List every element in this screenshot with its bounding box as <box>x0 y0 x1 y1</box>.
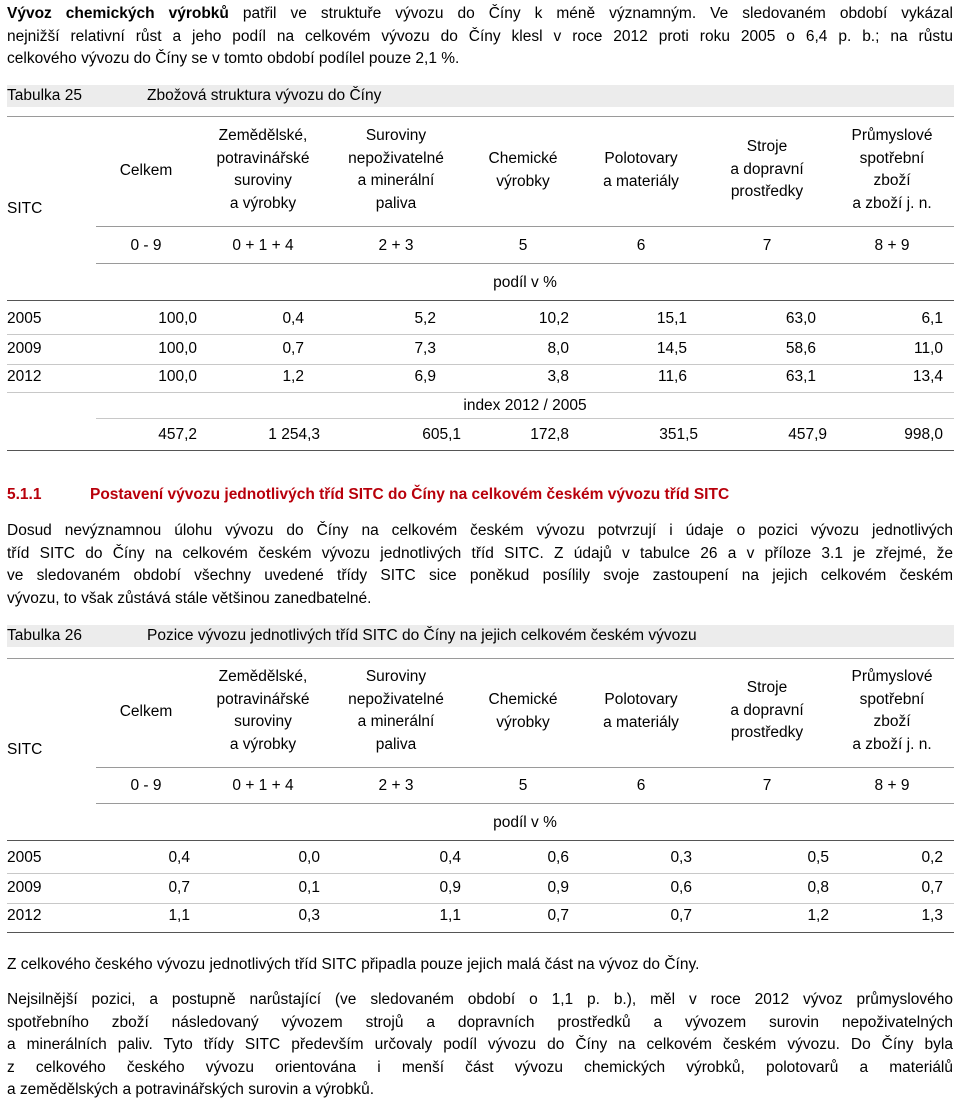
table25-head-bottom-rule <box>7 300 954 301</box>
table26-cell: 0,4 <box>168 849 190 866</box>
section-number: 5.1.1 <box>7 486 42 503</box>
table25-cell: 7,3 <box>414 340 436 357</box>
table25-header-celkem: Celkem <box>119 162 173 179</box>
table25-cell: 0,4 <box>282 310 304 327</box>
table26-header-prum: Průmyslové spotřební zboží a zboží j. n. <box>851 668 933 753</box>
intro-bold-start: Vývoz chemických výrobků <box>7 5 229 22</box>
table25-code: 2 + 3 <box>378 237 414 254</box>
table26-cell: 0,0 <box>298 849 320 866</box>
table25-cell: 58,6 <box>785 340 816 357</box>
table25-index-cell: 1 254,3 <box>268 426 320 443</box>
table26-cell: 0,6 <box>547 849 569 866</box>
table26-code: 5 <box>518 777 528 794</box>
table26-cell: 0,3 <box>670 849 692 866</box>
table25-index-rule <box>96 418 954 419</box>
table25-index-label: index 2012 / 2005 <box>463 397 587 414</box>
table25-cell: 6,1 <box>921 310 943 327</box>
table26-code: 7 <box>762 777 772 794</box>
table25-cell: 3,8 <box>547 368 569 385</box>
table26-year: 2005 <box>7 849 42 866</box>
section-title: Postavení vývozu jednotlivých tříd SITC do Číny na celkovém českém vývozu tříd SITC <box>90 486 730 503</box>
section-heading <box>7 484 41 506</box>
table25-bottom-rule <box>7 450 954 451</box>
table26-cell: 0,7 <box>921 879 943 896</box>
table25-cell: 100,0 <box>158 340 197 357</box>
paragraph-3-line: Z celkového českého vývozu jednotlivých tříd SITC připadla pouze jejich malá část na vývoz do Číny. <box>7 956 700 973</box>
table25-unit-label: podíl v % <box>493 274 557 291</box>
table25-row-rule <box>7 334 954 335</box>
table25-cell: 100,0 <box>158 368 197 385</box>
intro-line-3: celkového vývozu do Číny se v tomto období podílel pouze 2,1 %. <box>7 50 460 67</box>
table25-header-stroje: Stroje a dopravní prostředky <box>730 138 804 200</box>
table26-cell: 0,5 <box>807 849 829 866</box>
paragraph-4-line: z celkového českého vývozu orientována i menší část vývozu chemických výrobků, polotovarů a materiálů <box>7 1058 953 1076</box>
table25-cell: 8,0 <box>547 340 569 357</box>
table26-cell: 0,6 <box>670 879 692 896</box>
table25-cell: 15,1 <box>656 310 687 327</box>
table26-header-chem: Chemické výrobky <box>488 691 558 731</box>
table25-cell: 100,0 <box>158 310 197 327</box>
table25-codes-rule <box>96 263 954 264</box>
table25-caption-number: Tabulka 25 <box>7 87 82 104</box>
table25-code: 7 <box>762 237 772 254</box>
table26-cell: 1,1 <box>439 907 461 924</box>
table25-caption-title: Zbožová struktura vývozu do Číny <box>147 87 382 104</box>
intro-paragraph <box>7 3 953 71</box>
table26-code: 2 + 3 <box>378 777 414 794</box>
table25-cell: 11,6 <box>657 368 687 385</box>
table26-caption <box>7 625 954 647</box>
table26-top-rule <box>7 658 954 659</box>
table26-cell: 1,3 <box>921 907 943 924</box>
table25-cell: 63,1 <box>785 368 816 385</box>
table26-code: 8 + 9 <box>874 777 910 794</box>
table25-code: 5 <box>518 237 528 254</box>
table26-code: 0 + 1 + 4 <box>232 777 294 794</box>
table25-header-prum: Průmyslové spotřební zboží a zboží j. n. <box>851 127 933 212</box>
table26-cell: 0,4 <box>439 849 461 866</box>
table26-cell: 1,1 <box>168 907 190 924</box>
table25-index-cell: 457,2 <box>158 426 197 443</box>
table26-header-sur: Suroviny nepoživatelné a minerální paliva <box>348 668 444 753</box>
paragraph-2-line: vývozu, to však zůstává stále většinou zanedbatelné. <box>7 589 372 607</box>
paragraph-3 <box>7 954 953 977</box>
table25-index-cell: 172,8 <box>530 426 569 443</box>
table26-header-celkem: Celkem <box>119 703 173 720</box>
table25-year: 2009 <box>7 340 42 357</box>
paragraph-2-line: ve sledovaném období všechny uvedené třídy SITC sice poněkud posílily svoje zastoupení na jejich celkovém českém <box>7 567 953 584</box>
table25-cell: 6,9 <box>414 368 436 385</box>
table25-year: 2005 <box>7 310 42 327</box>
table26-codes-rule <box>96 803 954 804</box>
table26-cell: 0,9 <box>439 879 461 896</box>
table25-cell: 11,0 <box>913 340 943 357</box>
paragraph-2 <box>7 520 953 610</box>
table25-code: 6 <box>636 237 646 254</box>
table26-header-sitc: SITC <box>7 741 43 758</box>
table26-caption-number: Tabulka 26 <box>7 627 82 644</box>
table25-index-cell: 457,9 <box>788 426 827 443</box>
table25-header-chem: Chemické výrobky <box>488 150 558 190</box>
table26-row-rule <box>7 873 954 874</box>
paragraph-4 <box>7 989 953 1102</box>
table26-code: 6 <box>636 777 646 794</box>
paragraph-2-line: tříd SITC do Číny na celkovém českém vývozu jednotlivých tříd SITC. Z údajů v tabulce 26 a v příloze 3.1 je zřejmé, že <box>7 544 953 562</box>
table25-code: 0 - 9 <box>130 237 162 254</box>
table25-header-sitc: SITC <box>7 200 43 217</box>
table25-row-rule <box>7 364 954 365</box>
table25-cell: 5,2 <box>414 310 436 327</box>
paragraph-4-line: Nejsilnější pozici, a postupně narůstající (ve sledovaném období o 1,1 p. b.), měl v roce 2012 vývoz průmyslového <box>7 991 953 1008</box>
table25-cell: 10,2 <box>538 310 569 327</box>
paragraph-4-line: a zemědělských a potravinářských surovin a výrobků. <box>7 1081 374 1098</box>
table25-row-rule <box>7 392 954 393</box>
intro-line-1: Vývoz chemických výrobků patřil ve struktuře vývozu do Číny k méně významným. Ve sledovaném období vykázal <box>7 5 953 22</box>
table26-cell: 0,7 <box>547 907 569 924</box>
table26-caption-title: Pozice vývozu jednotlivých tříd SITC do Číny na jejich celkovém českém vývozu <box>147 627 697 644</box>
paragraph-2-line: Dosud nevýznamnou úlohu vývozu do Číny na celkovém českém vývozu potvrzují i údaje o pozici vývozu jednotlivých <box>7 522 953 539</box>
table26-cell: 0,7 <box>168 879 190 896</box>
table25-cell: 1,2 <box>282 368 304 385</box>
table25-index-cell: 998,0 <box>904 426 943 443</box>
table25-top-rule <box>7 116 954 117</box>
intro-line-2: nejnižší relativní růst a jeho podíl na celkovém vývozu do Číny klesl v roce 2012 proti roku 2005 o 6,4 p. b.; na růstu <box>7 27 953 45</box>
table25-code: 0 + 1 + 4 <box>232 237 294 254</box>
table26-header-stroje: Stroje a dopravní prostředky <box>730 679 804 741</box>
paragraph-4-line: a minerálních paliv. Tyto třídy SITC především určovaly podíl vývozu do Číny na celkovém českém vývozu. Do Číny byla <box>7 1036 953 1053</box>
table26-bottom-rule <box>7 932 954 933</box>
table25-header-zem: Zemědělské, potravinářské suroviny a výrobky <box>216 127 310 212</box>
table26-head-bottom-rule <box>7 840 954 841</box>
table25-header-polo: Polotovary a materiály <box>603 150 679 190</box>
table26-row-rule <box>7 903 954 904</box>
table25-cell: 63,0 <box>785 310 816 327</box>
table26-year: 2009 <box>7 879 42 896</box>
table26-cell: 0,9 <box>547 879 569 896</box>
table25-caption <box>7 85 954 107</box>
table25-code: 8 + 9 <box>874 237 910 254</box>
table26-cell: 1,2 <box>807 907 829 924</box>
table26-header-polo: Polotovary a materiály <box>603 691 679 731</box>
table25-cell: 0,7 <box>282 340 304 357</box>
table25-index-cell: 605,1 <box>422 426 461 443</box>
table26-cell: 0,3 <box>298 907 320 924</box>
table26-header-zem: Zemědělské, potravinářské suroviny a výrobky <box>216 668 310 753</box>
table26-cell: 0,1 <box>298 879 320 896</box>
table26-cell: 0,8 <box>807 879 829 896</box>
table26-year: 2012 <box>7 907 42 924</box>
table25-cell: 13,4 <box>912 368 943 385</box>
table26-header-rule <box>96 767 954 768</box>
table26-cell: 0,7 <box>670 907 692 924</box>
table25-header-sur: Suroviny nepoživatelné a minerální paliva <box>348 127 444 212</box>
table26-cell: 0,2 <box>921 849 943 866</box>
table26-code: 0 - 9 <box>130 777 162 794</box>
table25-year: 2012 <box>7 368 42 385</box>
table26-unit-label: podíl v % <box>493 814 557 831</box>
paragraph-4-line: spotřebního zboží následovaný vývozem strojů a dopravních prostředků a vývozem surovin nepoživatelných <box>7 1013 953 1031</box>
table25-header-rule <box>96 226 954 227</box>
table25-cell: 14,5 <box>656 340 687 357</box>
table25-index-cell: 351,5 <box>659 426 698 443</box>
